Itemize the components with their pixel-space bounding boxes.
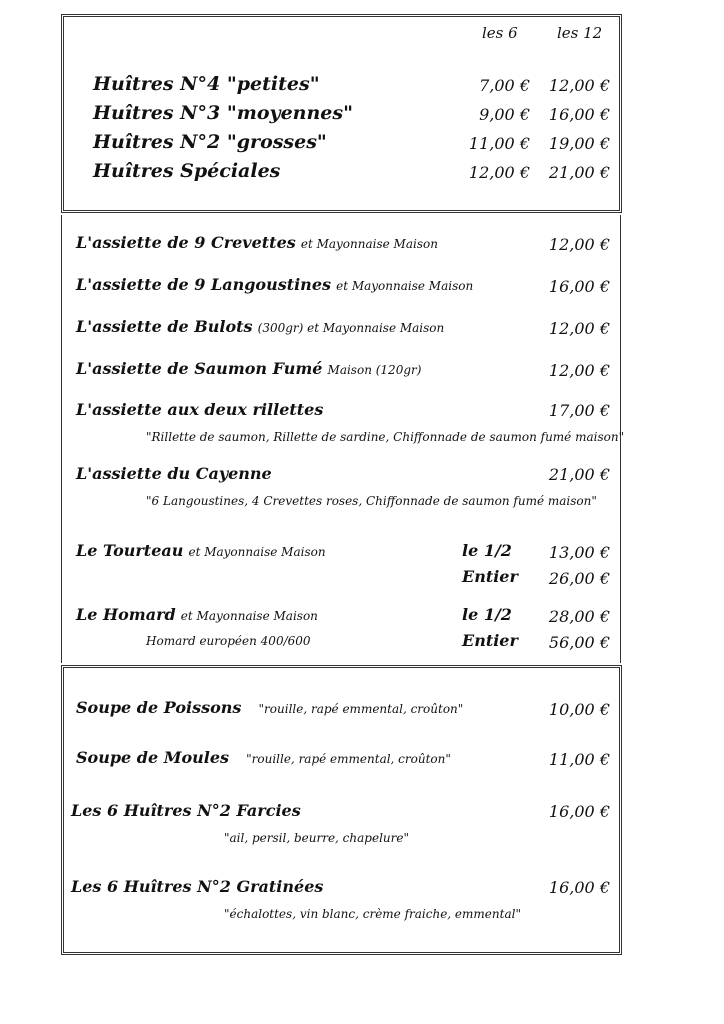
crustacean-item [76,605,318,624]
half-price: 28,00 € [548,607,610,626]
hot-price: 10,00 € [548,700,610,719]
plate-item [76,464,272,483]
hot-description: "échalottes, vin blanc, crème fraiche, emmental" [224,907,521,921]
oyster-price-6: 7,00 € [479,76,530,95]
plate-detail: et Mayonnaise Maison [336,279,474,293]
plate-name: L'assiette du Cayenne [76,464,272,483]
plate-price: 16,00 € [548,277,610,296]
hot-detail: "rouille, rapé emmental, croûton" [246,752,451,766]
oyster-price-12: 16,00 € [548,105,610,124]
crustacean-detail: et Mayonnaise Maison [180,609,318,623]
crustacean-name: Le Homard [76,605,176,624]
half-price: 13,00 € [548,543,610,562]
whole-price: 26,00 € [548,569,610,588]
plate-item [76,359,421,378]
plate-detail: (300gr) et Mayonnaise Maison [257,321,445,335]
hot-price: 11,00 € [548,750,610,769]
plate-name: L'assiette de Saumon Fumé [76,359,323,378]
half-label: le 1/2 [462,541,512,560]
oyster-name: Huîtres N°4 "petites" [93,73,320,95]
oyster-name: Huîtres Spéciales [93,160,281,182]
half-label: le 1/2 [462,605,512,624]
oyster-price-6: 11,00 € [468,134,530,153]
hot-item [76,698,463,717]
plate-item [76,275,473,294]
plate-item [76,400,323,419]
hot-name: Les 6 Huîtres N°2 Gratinées [71,877,324,896]
hot-name: Soupe de Poissons [76,698,242,717]
oyster-name: Huîtres N°2 "grosses" [93,131,327,153]
plate-price: 17,00 € [548,401,610,420]
col-header-6: les 6 [482,24,518,42]
plate-description: "Rillette de saumon, Rillette de sardine, Chiffonnade de saumon fumé maison" [146,430,625,444]
plate-detail: Maison (120gr) [327,363,422,377]
whole-price: 56,00 € [548,633,610,652]
hot-description: "ail, persil, beurre, chapelure" [224,831,409,845]
plate-price: 12,00 € [548,361,610,380]
plate-price: 21,00 € [548,465,610,484]
crustacean-description: Homard européen 400/600 [146,634,311,648]
oyster-price-6: 9,00 € [479,105,530,124]
oyster-price-12: 19,00 € [548,134,610,153]
hot-name: Les 6 Huîtres N°2 Farcies [71,801,301,820]
crustacean-detail: et Mayonnaise Maison [188,545,326,559]
plate-description: "6 Langoustines, 4 Crevettes roses, Chiffonnade de saumon fumé maison" [146,494,597,508]
hot-price: 16,00 € [548,802,610,821]
oyster-price-12: 12,00 € [548,76,610,95]
plate-item [76,233,438,252]
whole-label: Entier [462,631,518,650]
oyster-price-12: 21,00 € [548,163,610,182]
plate-name: L'assiette aux deux rillettes [76,400,324,419]
hot-price: 16,00 € [548,878,610,897]
hot-item [76,748,451,767]
plate-detail: et Mayonnaise Maison [300,237,438,251]
oyster-name: Huîtres N°3 "moyennes" [93,102,353,124]
plate-name: L'assiette de Bulots [76,317,253,336]
whole-label: Entier [462,567,518,586]
hot-name: Soupe de Moules [76,748,230,767]
crustacean-item [76,541,326,560]
plate-item [76,317,444,336]
plate-price: 12,00 € [548,235,610,254]
plate-name: L'assiette de 9 Langoustines [76,275,331,294]
plate-name: L'assiette de 9 Crevettes [76,233,296,252]
crustacean-name: Le Tourteau [76,541,184,560]
plate-price: 12,00 € [548,319,610,338]
col-header-12: les 12 [557,24,603,42]
hot-detail: "rouille, rapé emmental, croûton" [258,702,464,716]
oyster-price-6: 12,00 € [468,163,530,182]
left-rule [61,215,62,663]
